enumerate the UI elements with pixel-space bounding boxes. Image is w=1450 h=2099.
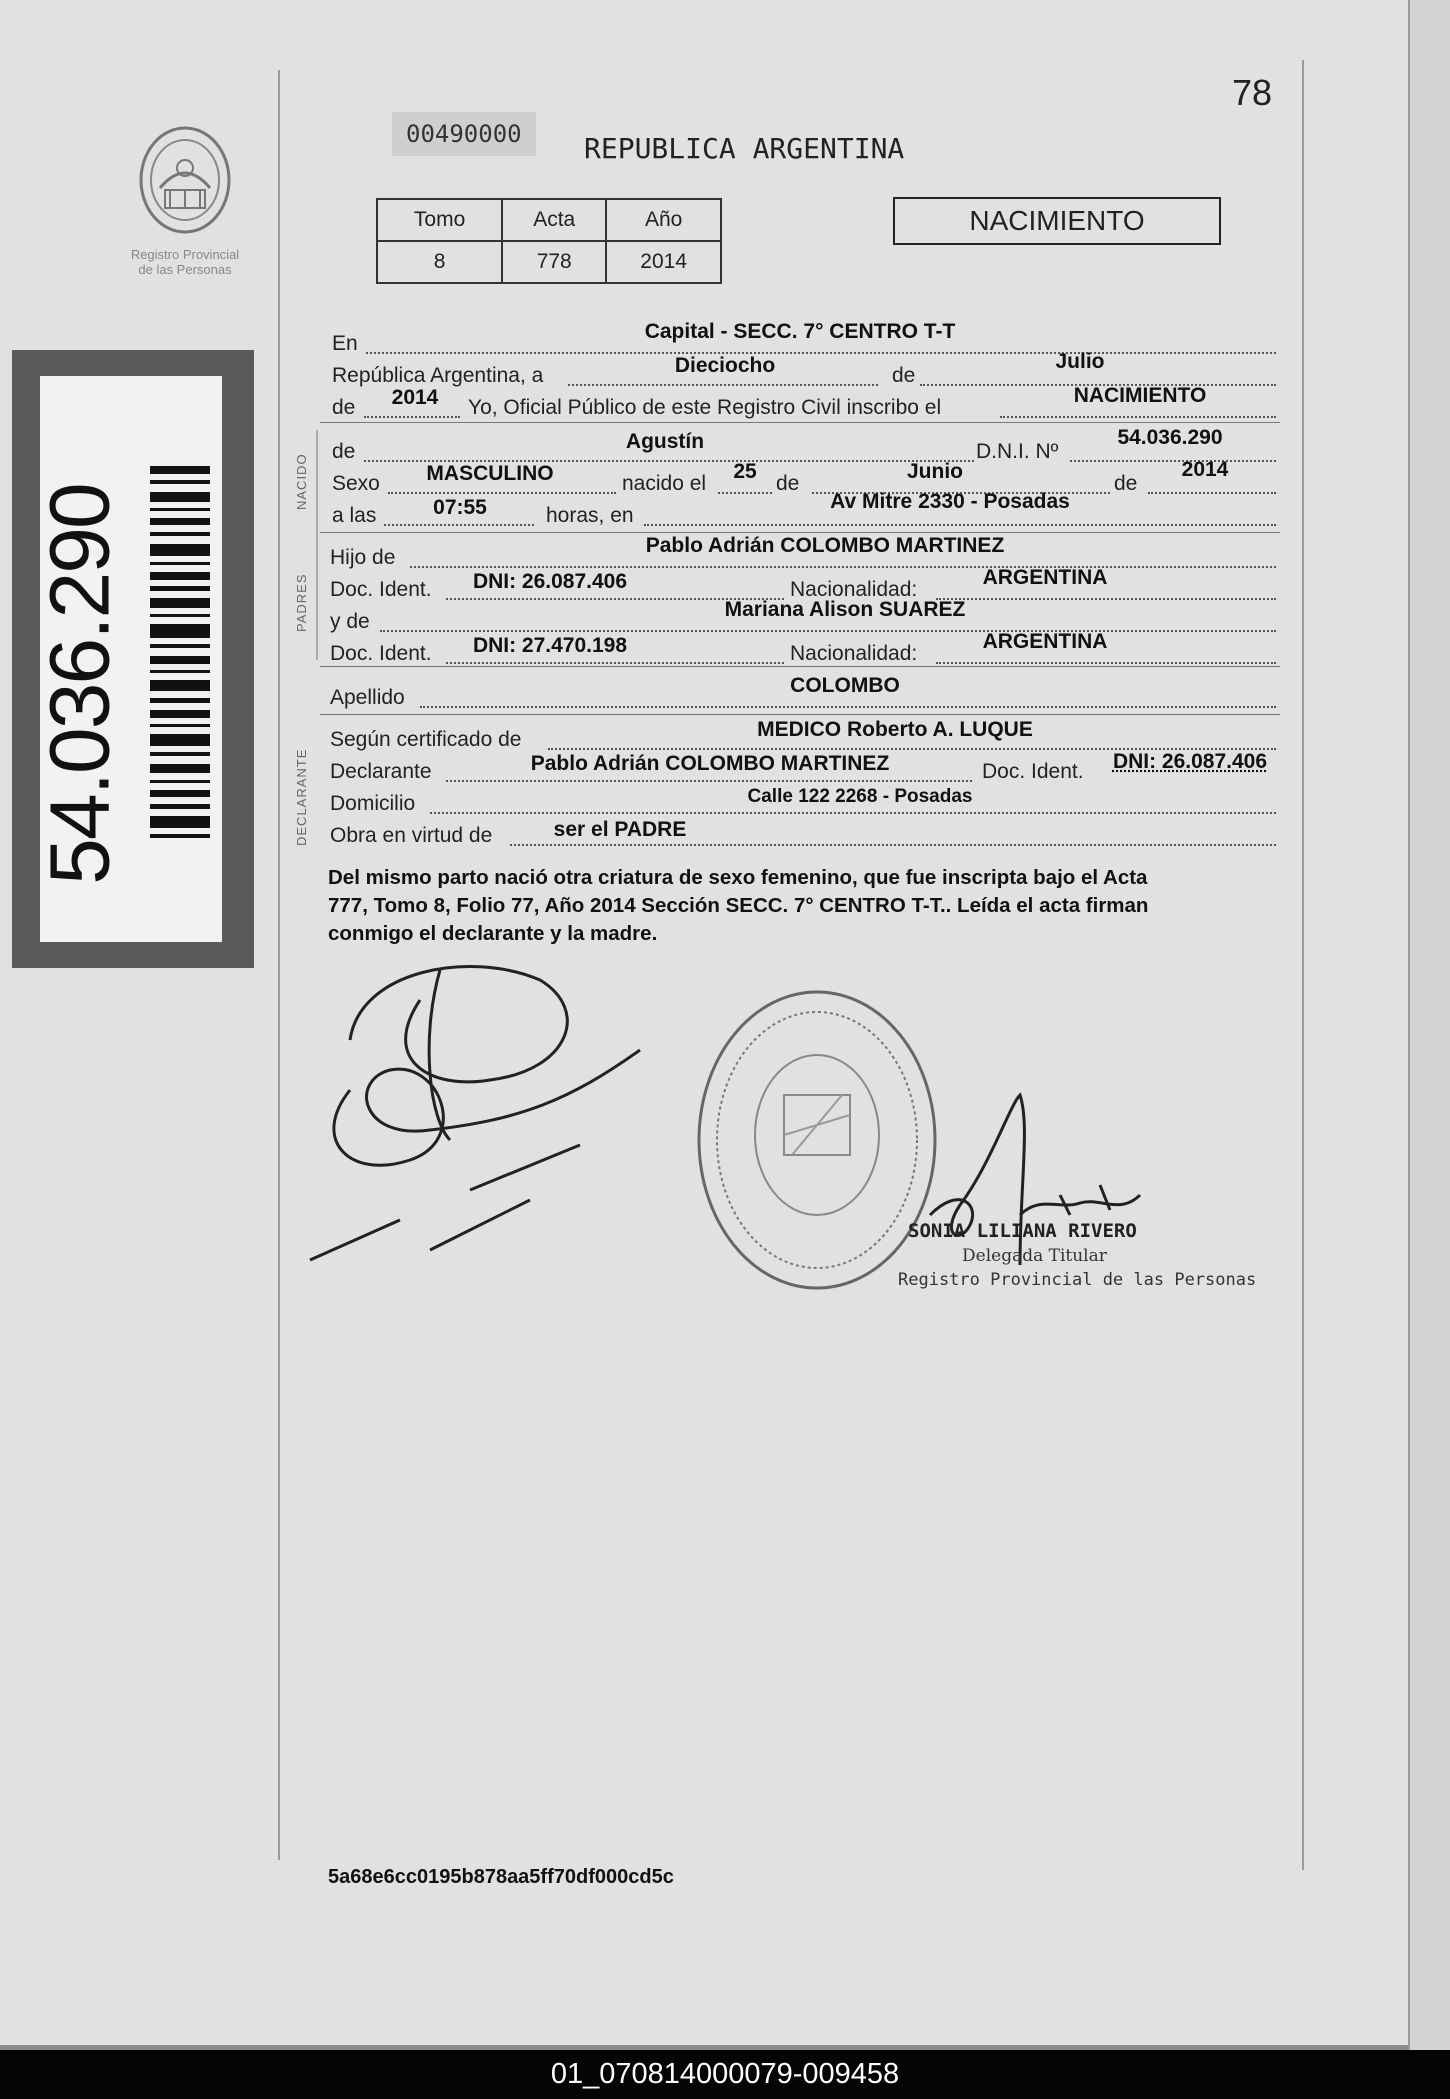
anio-value: 2014 [606, 241, 721, 283]
official-office: Registro Provincial de las Personas [898, 1270, 1257, 1290]
anio-header: Año [606, 199, 721, 241]
obra-label: Obra en virtud de [330, 824, 493, 847]
record-table-header [377, 199, 721, 241]
mother-doc-label: Doc. Ident. [330, 642, 432, 665]
rule [320, 422, 1280, 423]
dots [510, 844, 1276, 846]
dots [936, 662, 1276, 664]
dots [420, 706, 1276, 708]
sexo-label: Sexo [332, 472, 380, 495]
notes-block [328, 864, 1300, 948]
dots [380, 630, 1276, 632]
declarante-label: Declarante [330, 760, 432, 783]
act-type-box: NACIMIENTO [893, 197, 1221, 245]
dots [446, 662, 784, 664]
dots [384, 524, 534, 526]
logo-caption-1: Registro Provincial [130, 247, 240, 262]
mother-nat-label: Nacionalidad: [790, 642, 918, 665]
decl-doc-label: Doc. Ident. [982, 760, 1084, 783]
birth-year: 2014 [1181, 458, 1229, 481]
apellido-label: Apellido [330, 686, 405, 709]
yo-text: Yo, Oficial Público de este Registro Civil inscribo el [468, 396, 942, 419]
nacido-section-label: NACIDO [294, 453, 309, 510]
republica-label: República Argentina, a [332, 364, 544, 387]
official-name: SONIA LILIANA RIVERO [908, 1220, 1137, 1242]
tomo-value: 8 [377, 241, 502, 283]
mother-nat: ARGENTINA [982, 630, 1108, 653]
father-name: Pablo Adrián COLOMBO MARTINEZ [645, 534, 1005, 557]
note-line-3: conmigo el declarante y la madre. [328, 922, 658, 945]
section-bracket-line [316, 430, 318, 660]
dots [388, 492, 616, 494]
dots [1148, 492, 1276, 494]
day-value: Dieciocho [674, 354, 776, 377]
acta-header: Acta [502, 199, 606, 241]
left-margin-line [278, 70, 280, 1860]
child-name: Agustín [625, 430, 705, 453]
dots [410, 566, 1276, 568]
rule [320, 532, 1280, 533]
official-seal-icon [692, 985, 942, 1295]
acta-value: 778 [502, 241, 606, 283]
month-value: Julio [1055, 350, 1105, 373]
provincial-seal-icon [120, 118, 250, 248]
birth-de-label-2: de [1114, 472, 1138, 495]
dots [718, 492, 772, 494]
page-edge [1408, 0, 1450, 2050]
barcode-label-area [32, 376, 222, 942]
father-nat-label: Nacionalidad: [790, 578, 918, 601]
hijo-de-label: Hijo de [330, 546, 396, 569]
barcode-icon [150, 466, 210, 846]
child-dni: 54.036.290 [1117, 426, 1223, 449]
serial-stamp: 00490000 [392, 112, 536, 156]
official-title: Delegada Titular [962, 1246, 1107, 1266]
registry-logo [120, 118, 250, 277]
sexo-value: MASCULINO [426, 462, 554, 485]
en-label: En [332, 332, 358, 355]
horas-label: horas, en [546, 504, 634, 527]
birth-month: Junio [907, 460, 963, 483]
cert-value: MEDICO Roberto A. LUQUE [757, 718, 1033, 741]
record-table [376, 198, 722, 284]
document-hash: 5a68e6cc0195b878aa5ff70df000cd5c [328, 1866, 674, 1888]
rule [320, 666, 1280, 667]
apellido-value: COLOMBO [790, 674, 900, 697]
dots [446, 780, 972, 782]
record-table-row [377, 241, 721, 283]
domicilio-value: Calle 122 2268 - Posadas [747, 786, 973, 807]
declarant-signature-icon [290, 940, 650, 1280]
padres-section-label: PADRES [294, 573, 309, 632]
place-value: Capital - SECC. 7° CENTRO T-T [644, 320, 956, 343]
note-line-1: Del mismo parto nació otra criatura de sexo femenino, que fue inscripta bajo el Acta [328, 866, 1148, 889]
act-value: NACIMIENTO [1073, 384, 1207, 407]
dni-label: D.N.I. Nº [976, 440, 1059, 463]
footer-id: 01_070814000079-009458 [0, 2050, 1450, 2099]
country-title: REPUBLICA ARGENTINA [584, 132, 905, 165]
dots [1000, 416, 1276, 418]
y-de-label: y de [330, 610, 370, 633]
barcode-sticker [12, 350, 254, 968]
birth-place: Av Mitre 2330 - Posadas [830, 490, 1070, 513]
de-label-1: de [892, 364, 916, 387]
decl-doc: DNI: 26.087.406 [1112, 750, 1268, 773]
barcode-number: 54.036.290 [32, 484, 127, 885]
de-label-2: de [332, 396, 356, 419]
rule [320, 714, 1280, 715]
nacido-de-label: de [332, 440, 356, 463]
declarante-section-label: DECLARANTE [294, 748, 309, 846]
father-nat: ARGENTINA [982, 566, 1108, 589]
declarante-value: Pablo Adrián COLOMBO MARTINEZ [530, 752, 890, 775]
tomo-header: Tomo [377, 199, 502, 241]
logo-caption-2: de las Personas [138, 262, 232, 277]
dots [568, 384, 878, 386]
domicilio-label: Domicilio [330, 792, 416, 815]
birth-de-label-1: de [776, 472, 800, 495]
year-value: 2014 [391, 386, 439, 409]
cert-label: Según certificado de [330, 728, 522, 751]
dots [430, 812, 1276, 814]
right-margin-line [1302, 60, 1304, 1870]
note-line-2: 777, Tomo 8, Folio 77, Año 2014 Sección SECC. 7° CENTRO T-T.. Leída el acta firman [328, 894, 1149, 917]
mother-name: Mariana Alison SUAREZ [724, 598, 966, 621]
mother-doc: DNI: 27.470.198 [472, 634, 628, 657]
birth-time: 07:55 [433, 496, 487, 519]
nacido-el-label: nacido el [622, 472, 707, 495]
a-las-label: a las [332, 504, 377, 527]
father-doc-label: Doc. Ident. [330, 578, 432, 601]
dots [644, 524, 1276, 526]
birth-day: 25 [733, 460, 757, 483]
obra-value: ser el PADRE [553, 818, 687, 841]
father-doc: DNI: 26.087.406 [472, 570, 628, 593]
dots [364, 416, 460, 418]
page-number: 78 [1232, 72, 1273, 113]
